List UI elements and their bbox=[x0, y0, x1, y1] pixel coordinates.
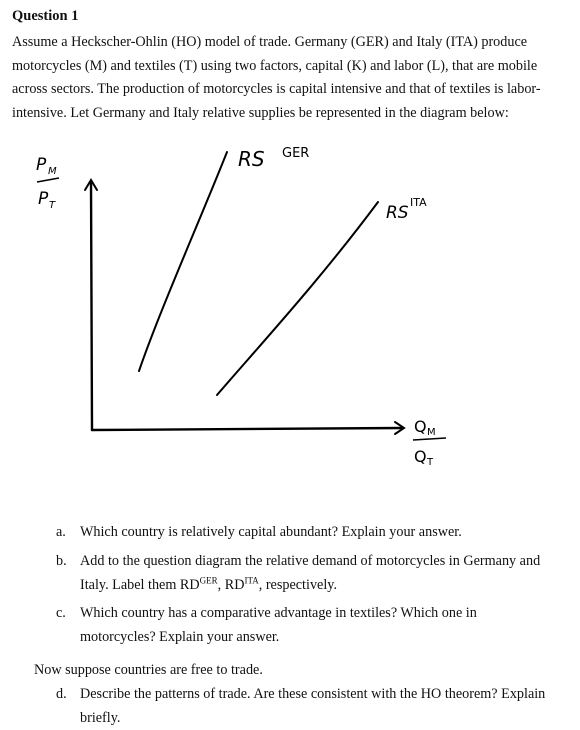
superscript-ita: ITA bbox=[244, 575, 259, 586]
part-text-line1: Describe the patterns of trade. Are these consistent with the HO theorem? Explain bbox=[80, 686, 546, 702]
part-text-line2: motorcycles? Explain your answer. bbox=[80, 629, 280, 645]
y-axis-label-denominator: P bbox=[38, 189, 49, 209]
y-axis-label-numerator: P bbox=[36, 155, 47, 175]
question-title: Question 1 bbox=[12, 8, 79, 24]
fraction-bar bbox=[413, 438, 446, 440]
x-axis-label-denominator: Q bbox=[414, 447, 427, 466]
part-marker: c. bbox=[56, 605, 66, 621]
rs-ita-curve bbox=[217, 202, 378, 395]
x-axis-label bbox=[413, 417, 446, 468]
x-axis bbox=[92, 428, 402, 430]
rs-ita-label-superscript: ITA bbox=[410, 196, 427, 209]
part-text-line2-mid: , RD bbox=[217, 577, 245, 593]
question-parts bbox=[56, 520, 571, 649]
rs-ger-label: RS bbox=[238, 147, 265, 171]
part-marker: a. bbox=[56, 524, 66, 540]
part-b bbox=[56, 549, 571, 597]
fraction-bar bbox=[37, 178, 59, 182]
part-a bbox=[56, 520, 571, 544]
y-axis bbox=[91, 182, 92, 430]
rs-ita-label: RS bbox=[386, 203, 409, 223]
part-text-line1: Which country has a comparative advantage in textiles? Which one in bbox=[80, 605, 477, 621]
transition-text: Now suppose countries are free to trade. bbox=[34, 662, 263, 678]
part-text-line1: Add to the question diagram the relative demand of motorcycles in Germany and bbox=[80, 553, 541, 569]
part-marker: b. bbox=[56, 553, 67, 569]
y-axis-label-numerator-sub: M bbox=[48, 166, 57, 177]
relative-supply-diagram bbox=[0, 130, 580, 468]
rs-ger-curve bbox=[139, 152, 227, 371]
part-text: Which country is relatively capital abundant? Explain your answer. bbox=[80, 524, 462, 540]
intro-line: across sectors. The production of motorcycles is capital intensive and that of textiles is labor- bbox=[12, 81, 541, 98]
intro-line: Assume a Heckscher-Ohlin (HO) model of trade. Germany (GER) and Italy (ITA) produce bbox=[12, 34, 528, 50]
intro-line: motorcycles (M) and textiles (T) using two factors, capital (K) and labor (L), that are mobile bbox=[12, 57, 538, 74]
x-axis-label-numerator: Q bbox=[414, 417, 427, 436]
question-intro bbox=[12, 31, 570, 125]
part-text-line2-suffix: , respectively. bbox=[258, 577, 337, 593]
superscript-ger: GER bbox=[199, 575, 218, 586]
part-marker: d. bbox=[56, 686, 67, 702]
x-axis-label-numerator-sub: M bbox=[427, 427, 436, 438]
x-axis-label-denominator-sub: T bbox=[427, 457, 434, 468]
part-c bbox=[56, 601, 571, 649]
part-d bbox=[56, 682, 571, 730]
y-axis-label-denominator-sub: T bbox=[49, 200, 56, 211]
intro-line: intensive. Let Germany and Italy relative supplies be represented in the diagram below: bbox=[12, 104, 509, 121]
y-axis-label bbox=[36, 155, 59, 211]
rs-ger-label-superscript: GER bbox=[282, 146, 310, 161]
part-text-line2-prefix: Italy. Label them RD bbox=[80, 577, 200, 593]
question-parts-continued bbox=[56, 682, 571, 730]
part-text-line2: briefly. bbox=[80, 710, 121, 726]
